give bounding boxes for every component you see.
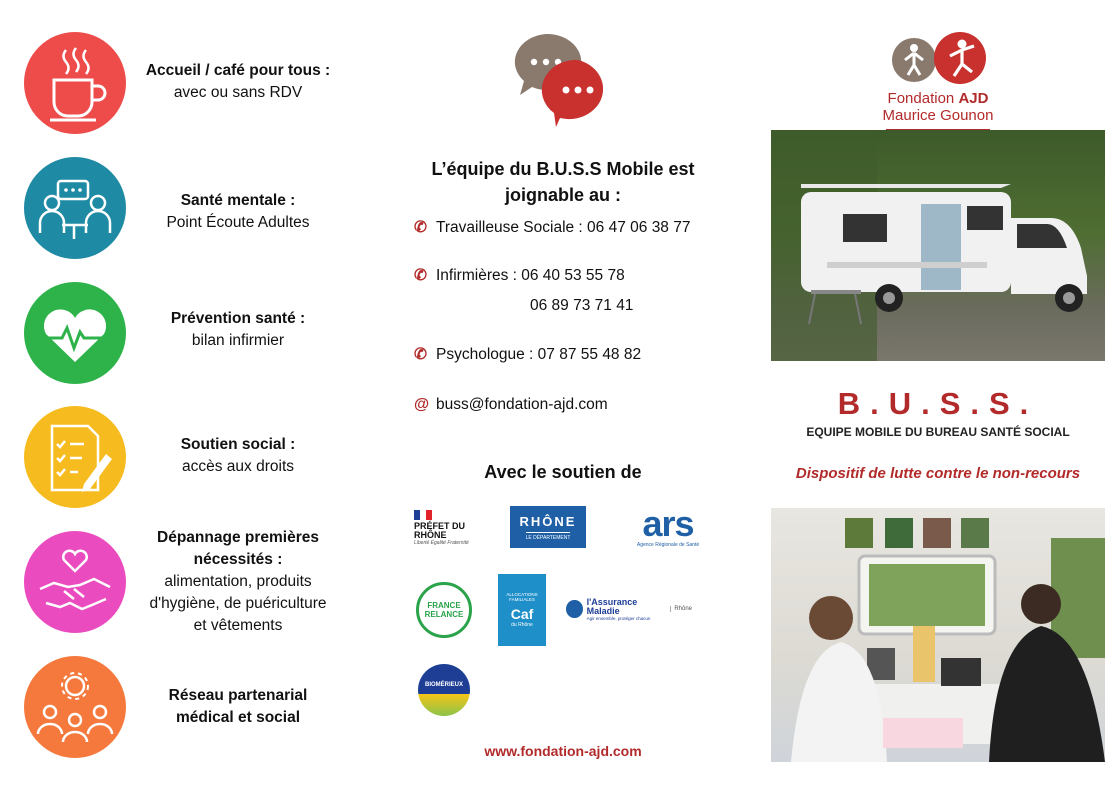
service-item <box>138 527 338 637</box>
heart-pulse-icon <box>24 282 126 384</box>
phone-icon: ✆ <box>414 346 427 363</box>
website-link[interactable]: www.fondation-ajd.com <box>484 743 642 759</box>
service-item <box>138 685 338 729</box>
checklist-pen-icon <box>24 406 126 508</box>
consultation-photo <box>771 508 1105 762</box>
rhone-logo: RHÔNE LE DÉPARTEMENT <box>510 506 586 548</box>
at-icon: @ <box>414 396 430 413</box>
coffee-cup-icon <box>24 32 126 134</box>
service-item <box>138 308 338 352</box>
brand-name: Fondation AJD Maurice Gounon <box>882 90 994 124</box>
buss-subtitle: EQUIPE MOBILE DU BUREAU SANTÉ SOCIAL <box>806 425 1070 439</box>
assurance-maladie-logo: l'Assurance Maladie Agir ensemble, protéger chacun Rhône <box>566 592 692 626</box>
service-desc: Point Écoute Adultes <box>166 214 310 231</box>
service-desc: et vêtements <box>193 617 283 634</box>
service-desc: alimentation, produits <box>164 573 312 590</box>
phone-icon: ✆ <box>414 219 427 236</box>
biomerieux-logo: BIOMÉRIEUX <box>418 664 470 716</box>
service-title: Soutien social : <box>180 436 296 453</box>
contact-nurses: ✆ Infirmières : 06 40 53 55 78 <box>414 267 625 284</box>
prefet-logo: PRÉFET DU RHÔNE Liberté Égalité Fraternité <box>414 502 476 554</box>
network-people-icon <box>24 656 126 758</box>
service-item <box>138 190 338 234</box>
service-desc: d'hygiène, de puériculture <box>149 595 327 612</box>
service-title: Dépannage premières nécessités : <box>157 529 319 568</box>
contact-psychologist: ✆ Psychologue : 07 87 55 48 82 <box>414 346 642 363</box>
service-desc: avec ou sans RDV <box>173 84 303 101</box>
service-title: Santé mentale : <box>180 192 296 209</box>
mobile-unit-photo <box>771 130 1105 361</box>
contact-social-worker: ✆ Travailleuse Sociale : 06 47 06 38 77 <box>414 219 691 236</box>
service-title: Réseau partenarial médical et social <box>168 687 308 726</box>
service-title: Accueil / café pour tous : <box>145 62 331 79</box>
support-heading: Avec le soutien de <box>484 462 642 482</box>
phone-icon: ✆ <box>414 267 427 284</box>
ars-logo: ars Agence Régionale de Santé <box>636 503 700 548</box>
heart-hands-icon <box>24 531 126 633</box>
france-relance-logo: FRANCE RELANCE <box>416 582 472 638</box>
service-desc: accès aux droits <box>182 458 294 475</box>
service-item <box>138 60 338 104</box>
team-heading: L’équipe du B.U.S.S Mobile est joignable au : <box>431 159 695 205</box>
contact-nurses-2: 06 89 73 71 41 <box>530 297 634 314</box>
service-item <box>138 434 338 478</box>
buss-title: B.U.S.S. <box>837 386 1039 421</box>
service-desc: bilan infirmier <box>191 332 285 349</box>
chat-bubbles-icon <box>510 32 614 133</box>
service-title: Prévention santé : <box>170 310 306 327</box>
contact-email[interactable]: @ buss@fondation-ajd.com <box>414 396 608 413</box>
group-talk-icon <box>24 157 126 259</box>
caf-logo: ALLOCATIONS FAMILIALES Caf du Rhône <box>498 574 546 646</box>
buss-tagline: Dispositif de lutte contre le non-recours <box>795 465 1081 482</box>
